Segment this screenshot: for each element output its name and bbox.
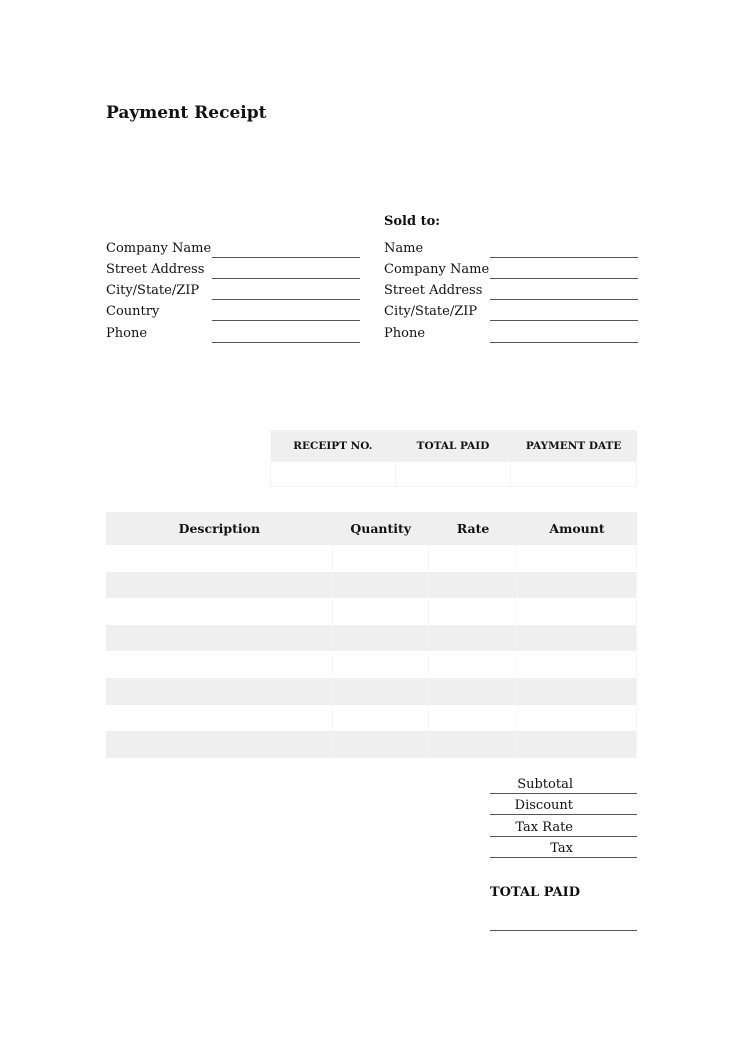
fill-line[interactable] <box>490 793 637 794</box>
seller-city-state-zip-field <box>106 283 360 304</box>
table-cell[interactable] <box>429 731 518 758</box>
table-cell[interactable] <box>429 572 518 599</box>
seller-company-name-field <box>106 241 360 262</box>
table-cell[interactable] <box>106 651 333 678</box>
table-cell[interactable] <box>518 625 637 652</box>
field-label: City/State/ZIP <box>106 283 200 298</box>
subtotal-label: Subtotal <box>517 777 573 792</box>
quantity-header: Quantity <box>333 512 429 545</box>
table-cell[interactable] <box>518 705 637 732</box>
buyer-city-state-zip-field <box>384 304 638 325</box>
table-cell[interactable] <box>429 625 518 652</box>
fill-line[interactable] <box>490 320 638 321</box>
rate-header: Rate <box>429 512 518 545</box>
discount-row <box>0 798 744 819</box>
fill-line[interactable] <box>212 320 360 321</box>
fill-line[interactable] <box>212 257 360 258</box>
receipt-no-cell[interactable] <box>271 462 396 487</box>
buyer-street-address-field <box>384 283 638 304</box>
total-paid-fill-line[interactable] <box>490 930 637 931</box>
table-row <box>106 731 637 758</box>
receipt-meta-table <box>270 430 637 487</box>
table-row <box>106 651 637 678</box>
field-label: City/State/ZIP <box>384 304 478 319</box>
fill-line[interactable] <box>490 814 637 815</box>
subtotal-row <box>0 777 744 798</box>
fill-line[interactable] <box>490 299 638 300</box>
tax-row <box>0 841 744 862</box>
table-cell[interactable] <box>429 545 518 572</box>
fill-line[interactable] <box>490 278 638 279</box>
field-label: Phone <box>106 326 148 341</box>
discount-label: Discount <box>514 798 573 813</box>
buyer-phone-field <box>384 326 638 347</box>
table-cell[interactable] <box>429 598 518 625</box>
field-label: Street Address <box>384 283 483 298</box>
payment-date-cell[interactable] <box>511 462 637 487</box>
description-header: Description <box>106 512 333 545</box>
table-cell[interactable] <box>333 625 429 652</box>
table-row <box>106 545 637 572</box>
table-cell[interactable] <box>106 598 333 625</box>
fill-line[interactable] <box>212 342 360 343</box>
sold-to-heading: Sold to: <box>384 214 441 229</box>
payment-date-header: PAYMENT DATE <box>511 430 637 462</box>
table-cell[interactable] <box>106 625 333 652</box>
tax-label: Tax <box>550 841 573 856</box>
field-label: Street Address <box>106 262 205 277</box>
field-label: Phone <box>384 326 426 341</box>
field-label: Country <box>106 304 160 319</box>
table-cell[interactable] <box>106 731 333 758</box>
fill-line[interactable] <box>490 342 638 343</box>
table-cell[interactable] <box>429 651 518 678</box>
table-cell[interactable] <box>333 731 429 758</box>
fill-line[interactable] <box>490 857 637 858</box>
buyer-name-field <box>384 241 638 262</box>
seller-phone-field <box>106 326 360 347</box>
document-title: Payment Receipt <box>106 103 267 123</box>
total-paid-header: TOTAL PAID <box>395 430 511 462</box>
table-cell[interactable] <box>333 651 429 678</box>
field-label: Company Name <box>384 262 490 277</box>
total-paid-label: TOTAL PAID <box>490 885 580 900</box>
table-cell[interactable] <box>106 545 333 572</box>
table-cell[interactable] <box>429 678 518 705</box>
table-cell[interactable] <box>518 731 637 758</box>
table-cell[interactable] <box>333 545 429 572</box>
seller-street-address-field <box>106 262 360 283</box>
tax-rate-row <box>0 820 744 841</box>
table-cell[interactable] <box>333 598 429 625</box>
field-label: Company Name <box>106 241 212 256</box>
amount-header: Amount <box>518 512 637 545</box>
fill-line[interactable] <box>212 299 360 300</box>
table-cell[interactable] <box>106 678 333 705</box>
table-cell[interactable] <box>518 572 637 599</box>
table-cell[interactable] <box>333 572 429 599</box>
table-row <box>106 678 637 705</box>
field-label: Name <box>384 241 424 256</box>
fill-line[interactable] <box>490 836 637 837</box>
fill-line[interactable] <box>490 257 638 258</box>
total-paid-cell[interactable] <box>395 462 511 487</box>
receipt-no-header: RECEIPT NO. <box>271 430 396 462</box>
table-cell[interactable] <box>518 678 637 705</box>
tax-rate-label: Tax Rate <box>515 820 573 835</box>
table-cell[interactable] <box>518 598 637 625</box>
table-cell[interactable] <box>106 572 333 599</box>
table-row <box>106 598 637 625</box>
table-cell[interactable] <box>518 545 637 572</box>
table-cell[interactable] <box>518 651 637 678</box>
table-cell[interactable] <box>106 705 333 732</box>
table-row <box>106 572 637 599</box>
table-row <box>106 625 637 652</box>
table-cell[interactable] <box>333 678 429 705</box>
fill-line[interactable] <box>212 278 360 279</box>
seller-country-field <box>106 304 360 325</box>
buyer-company-name-field <box>384 262 638 283</box>
table-cell[interactable] <box>333 705 429 732</box>
table-cell[interactable] <box>429 705 518 732</box>
table-row <box>106 705 637 732</box>
line-items-table <box>106 512 637 758</box>
